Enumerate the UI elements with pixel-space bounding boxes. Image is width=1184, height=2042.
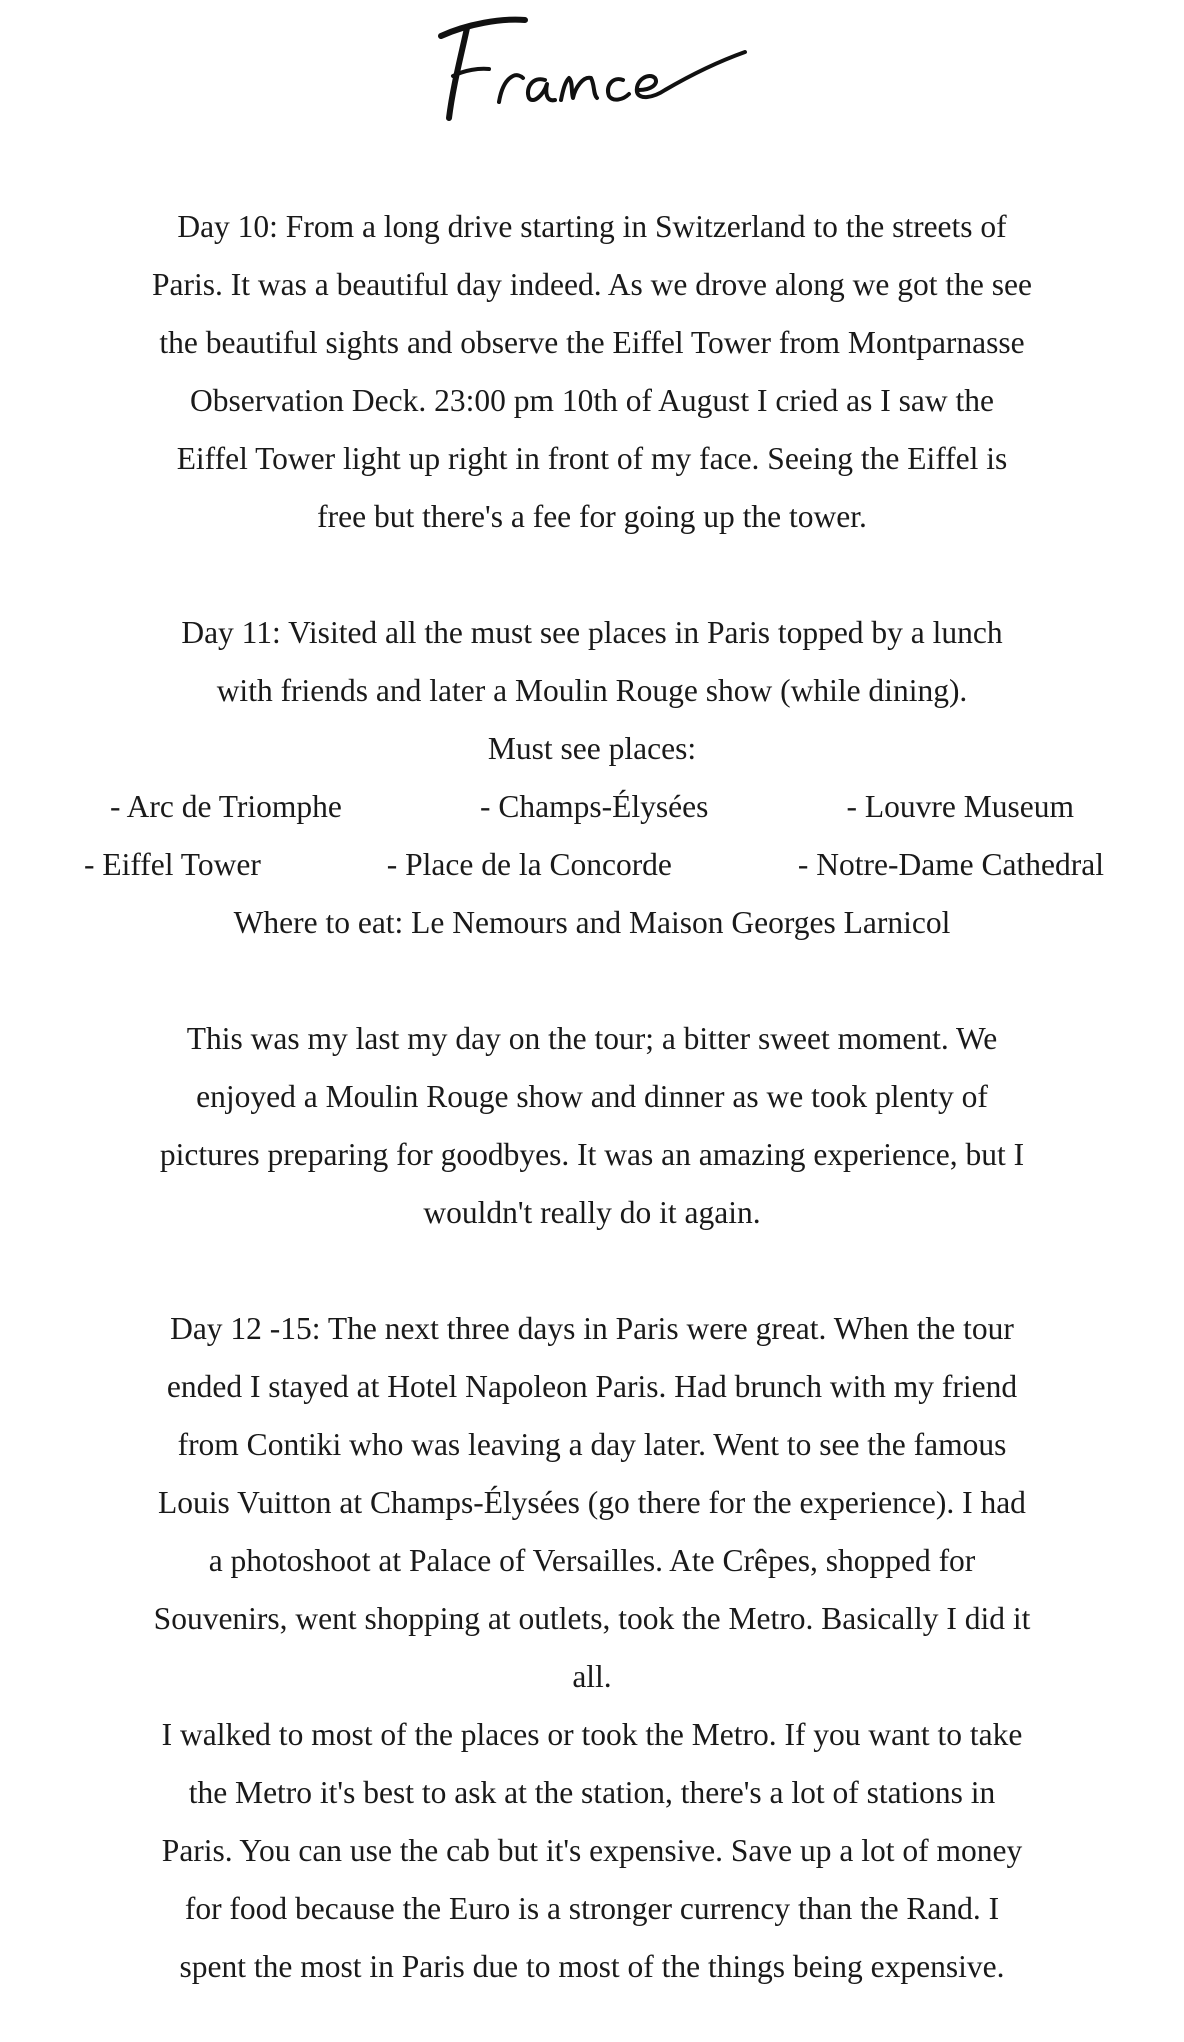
text-line: Day 11: Visited all the must see places in Paris topped by a lunch <box>181 615 1003 650</box>
text-line: the Metro it's best to ask at the station, there's a lot of stations in <box>188 1775 996 1810</box>
must-see-places-row <box>80 836 1104 894</box>
text-line: Paris. It was a beautiful day indeed. As we drove along we got the see <box>151 267 1032 302</box>
text-line: with friends and later a Moulin Rouge show (while dining). <box>216 673 968 708</box>
must-see-heading: Must see places: <box>487 731 697 766</box>
text-line: Souvenirs, went shopping at outlets, took the Metro. Basically I did it <box>153 1601 1031 1636</box>
travel-tips-paragraph <box>80 1706 1104 1996</box>
text-line: Day 10: From a long drive starting in Switzerland to the streets of <box>177 209 1007 244</box>
place-item: - Eiffel Tower <box>84 847 261 882</box>
text-line: Day 12 -15: The next three days in Paris were great. When the tour <box>170 1311 1014 1346</box>
article-body <box>80 198 1104 1996</box>
text-line: a photoshoot at Palace of Versailles. Ate Crêpes, shopped for <box>208 1543 976 1578</box>
text-line: I walked to most of the places or took the Metro. If you want to take <box>161 1717 1023 1752</box>
text-line: enjoyed a Moulin Rouge show and dinner as we took plenty of <box>196 1079 988 1114</box>
day-10-paragraph <box>80 198 1104 546</box>
text-line: Louis Vuitton at Champs-Élysées (go there for the experience). I had <box>158 1485 1026 1520</box>
text-line: all. <box>572 1659 612 1694</box>
text-line: wouldn't really do it again. <box>423 1195 761 1230</box>
text-line: ended I stayed at Hotel Napoleon Paris. Had brunch with my friend <box>166 1369 1018 1404</box>
text-line: from Contiki who was leaving a day later. Went to see the famous <box>177 1427 1007 1462</box>
text-line: Observation Deck. 23:00 pm 10th of August I cried as I saw the <box>190 383 994 418</box>
must-see-places-row <box>80 778 1104 836</box>
text-line: free but there's a fee for going up the tower. <box>317 499 867 534</box>
paragraph-spacer <box>80 1242 1104 1300</box>
place-item: - Notre-Dame Cathedral <box>797 847 1104 882</box>
text-line: pictures preparing for goodbyes. It was an amazing experience, but I <box>159 1137 1025 1172</box>
text-line: Paris. You can use the cab but it's expensive. Save up a lot of money <box>161 1833 1023 1868</box>
text-line: Eiffel Tower light up right in front of my face. Seeing the Eiffel is <box>176 441 1008 476</box>
paragraph-spacer <box>80 546 1104 604</box>
paragraph-spacer <box>80 952 1104 1010</box>
text-line: the beautiful sights and observe the Eiffel Tower from Montparnasse <box>159 325 1025 360</box>
place-item: - Louvre Museum <box>846 789 1074 824</box>
day-12-15-paragraph <box>80 1300 1104 1706</box>
text-line: for food because the Euro is a stronger currency than the Rand. I <box>184 1891 1000 1926</box>
last-day-paragraph <box>80 1010 1104 1242</box>
france-script-title-graphic <box>427 6 757 136</box>
where-to-eat-line: Where to eat: Le Nemours and Maison Georges Larnicol <box>233 905 951 940</box>
page-title <box>0 6 1184 136</box>
place-item: - Champs-Élysées <box>480 789 709 824</box>
place-item: - Place de la Concorde <box>386 847 672 882</box>
day-11-paragraph <box>80 604 1104 952</box>
text-line: spent the most in Paris due to most of the things being expensive. <box>179 1949 1005 1984</box>
text-line: This was my last my day on the tour; a bitter sweet moment. We <box>186 1021 998 1056</box>
place-item: - Arc de Triomphe <box>110 789 342 824</box>
